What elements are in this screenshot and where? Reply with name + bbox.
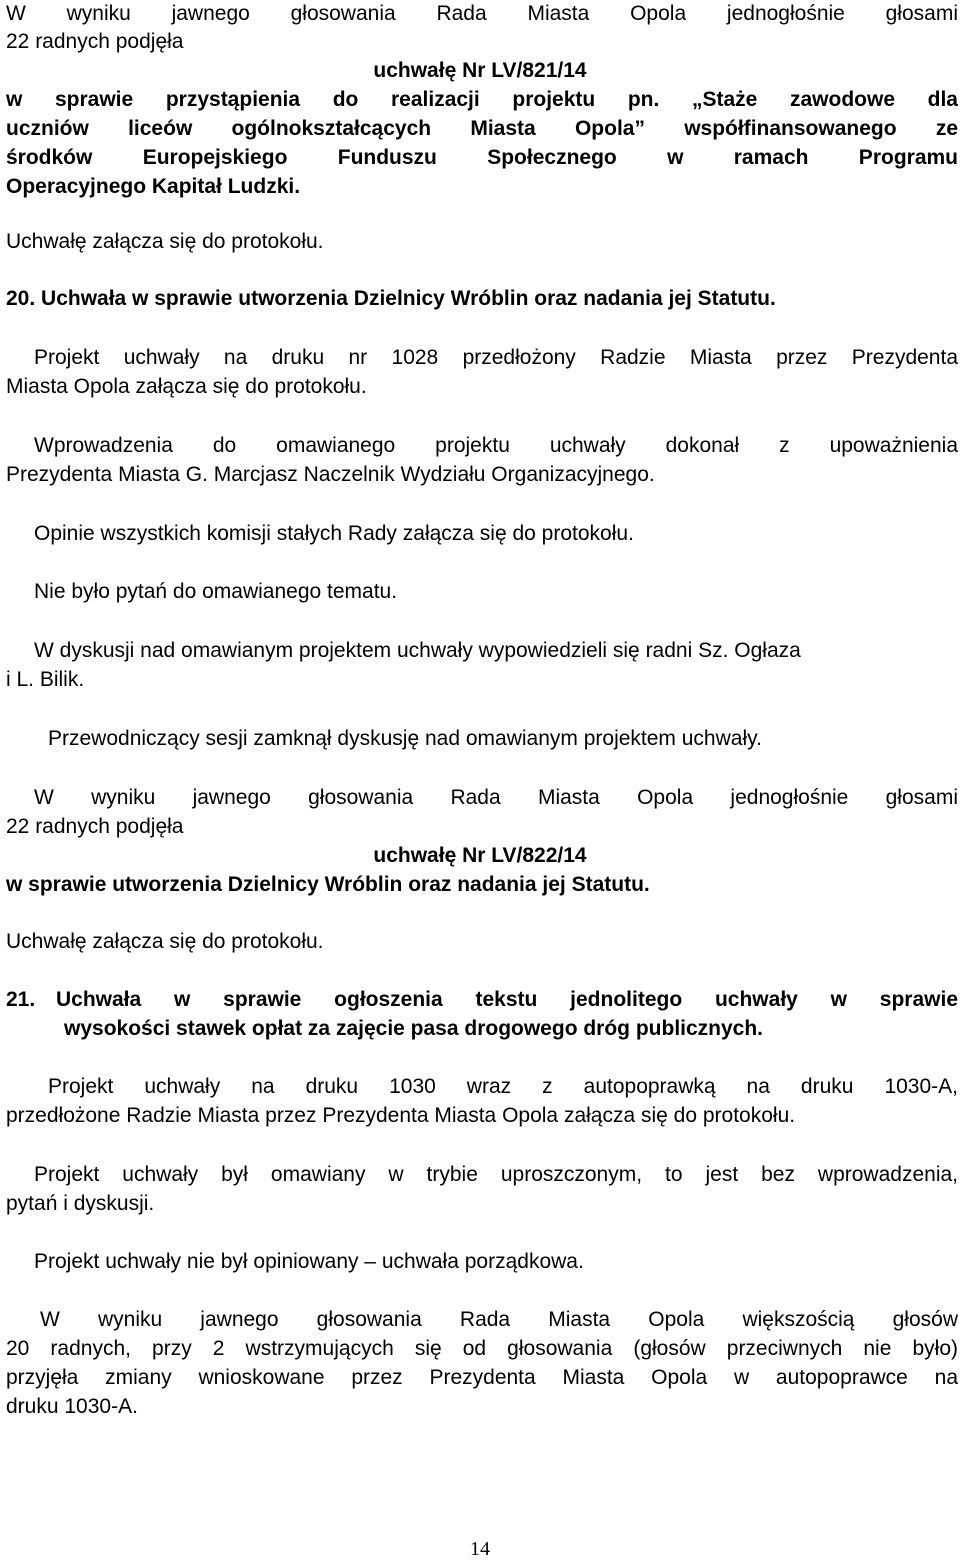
- resolution-subject: środków Europejskiego Funduszu Społecznego w ramach Programu: [6, 146, 958, 169]
- paragraph: Prezydenta Miasta G. Marcjasz Naczelnik Wydziału Organizacyjnego.: [6, 463, 655, 486]
- vote-line: 22 radnych podjęła: [6, 30, 184, 53]
- vote-line: W wyniku jawnego głosowania Rada Miasta Opola jednogłośnie głosami: [6, 2, 958, 25]
- agenda-item-title: [6, 986, 958, 1014]
- paragraph: Nie było pytań do omawianego tematu.: [34, 580, 398, 603]
- paragraph: przedłożone Radzie Miasta przez Prezydenta Miasta Opola załącza się do protokołu.: [6, 1104, 796, 1127]
- page-number: 14: [470, 1538, 490, 1560]
- agenda-item-title: 20. Uchwała w sprawie utworzenia Dzielnicy Wróblin oraz nadania jej Statutu.: [6, 287, 776, 310]
- paragraph: Projekt uchwały nie był opiniowany – uchwała porządkowa.: [34, 1250, 584, 1273]
- agenda-item-number: 21.: [6, 988, 36, 1011]
- agenda-item-title-line: wysokości stawek opłat za zajęcie pasa drogowego dróg publicznych.: [64, 1017, 764, 1040]
- vote-line: W wyniku jawnego głosowania Rada Miasta Opola większością głosów: [40, 1308, 958, 1331]
- resolution-subject: Operacyjnego Kapitał Ludzki.: [6, 175, 301, 198]
- resolution-subject: w sprawie przystąpienia do realizacji projektu pn. „Staże zawodowe dla: [6, 88, 958, 111]
- paragraph: W dyskusji nad omawianym projektem uchwały wypowiedzieli się radni Sz. Ogłaza: [34, 639, 801, 662]
- paragraph: Miasta Opola załącza się do protokołu.: [6, 375, 367, 398]
- paragraph: Projekt uchwały na druku 1030 wraz z autopoprawką na druku 1030-A,: [48, 1075, 958, 1098]
- paragraph: Przewodniczący sesji zamknął dyskusję nad omawianym projektem uchwały.: [48, 727, 762, 750]
- vote-line: 20 radnych, przy 2 wstrzymujących się od głosowania (głosów przeciwnych nie było): [6, 1337, 958, 1360]
- paragraph: Projekt uchwały na druku nr 1028 przedłożony Radzie Miasta przez Prezydenta: [34, 346, 958, 369]
- resolution-subject: w sprawie utworzenia Dzielnicy Wróblin oraz nadania jej Statutu.: [6, 873, 650, 896]
- paragraph: Wprowadzenia do omawianego projektu uchwały dokonał z upoważnienia: [34, 434, 958, 457]
- resolution-subject: uczniów liceów ogólnokształcących Miasta Opola” współfinansowanego ze: [6, 117, 958, 140]
- resolution-number: uchwałę Nr LV/821/14: [373, 59, 587, 82]
- paragraph: i L. Bilik.: [6, 668, 85, 691]
- resolution-number: uchwałę Nr LV/822/14: [373, 844, 587, 867]
- paragraph: pytań i dyskusji.: [6, 1192, 155, 1215]
- paragraph: Projekt uchwały był omawiany w trybie uproszczonym, to jest bez wprowadzenia,: [34, 1163, 958, 1186]
- attachment-note: Uchwałę załącza się do protokołu.: [6, 230, 324, 253]
- vote-line: przyjęła zmiany wnioskowane przez Prezydenta Miasta Opola w autopoprawce na: [6, 1366, 958, 1389]
- attachment-note: Uchwałę załącza się do protokołu.: [6, 930, 324, 953]
- vote-line: 22 radnych podjęła: [6, 815, 184, 838]
- agenda-item-title-line: Uchwała w sprawie ogłoszenia tekstu jednolitego uchwały w sprawie: [56, 988, 958, 1011]
- paragraph: Opinie wszystkich komisji stałych Rady załącza się do protokołu.: [34, 522, 634, 545]
- vote-line: druku 1030-A.: [6, 1395, 138, 1418]
- vote-line: W wyniku jawnego głosowania Rada Miasta Opola jednogłośnie głosami: [34, 786, 958, 809]
